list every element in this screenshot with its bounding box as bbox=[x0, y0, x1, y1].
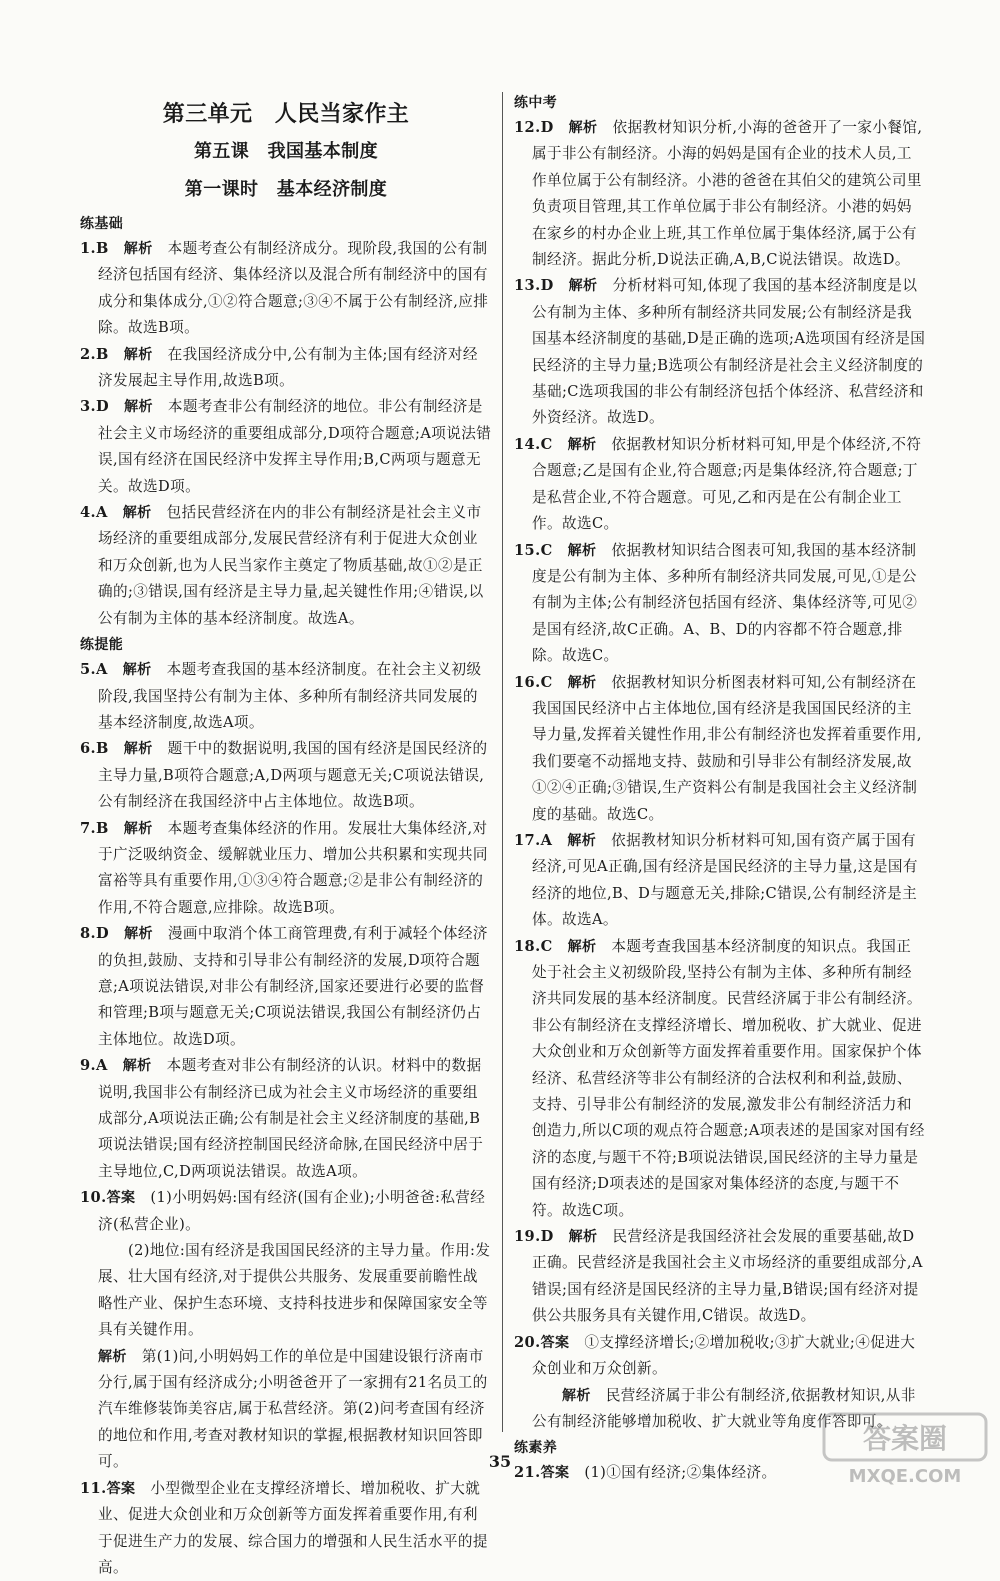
column-divider bbox=[502, 92, 503, 1432]
answer-item-21: 21.答案 (1)①国有经济;②集体经济。 bbox=[514, 1464, 777, 1482]
answer-item-12: 12.D 解析 依据教材知识分析,小海的爸爸开了一家小餐馆,属于非公有制经济。小海的妈妈是国有企业的技术人员,工作单位属于公有制经济。小港的爸爸在其伯父的建筑公司里负责项目管理,其工作单位属于非公有制经济。小港的妈妈在家乡的村办企业上班,其工作单位属于集体经济,属于公有制经济。据此分析,D说法正确,A,B,C说法错误。故选D。 bbox=[514, 119, 923, 269]
answer-item-4: 4.A 解析 包括民营经济在内的非公有制经济是社会主义市场经济的重要组成部分,发展民营经济有利于促进大众创业和万众创新,也为人民当家作主奠定了物质基础,故①②是正确的;③错误,国有经济是主导力量,起关键性作用;④错误,以公有制为主体的基本经济制度。故选A。 bbox=[80, 504, 484, 627]
left-column bbox=[80, 96, 492, 1581]
answer-item-19: 19.D 解析 民营经济是我国经济社会发展的重要基础,故D正确。民营经济是我国社会主义市场经济的重要组成部分,A错误;国有经济是国民经济的主导力量,B错误;国有经济对提供公共服务具有关键作用,C错误。故选D。 bbox=[514, 1228, 923, 1325]
answer-item-10: 10.答案 (1)小明妈妈:国有经济(国有企业);小明爸爸:私营经济(私营企业)。 bbox=[80, 1189, 486, 1233]
answer-item-2: 2.B 解析 在我国经济成分中,公有制为主体;国有经济对经济发展起主导作用,故选B项。 bbox=[80, 345, 478, 390]
lesson-title: 第五课 我国基本制度 bbox=[194, 141, 378, 162]
section-heading: 练素养 bbox=[514, 1440, 558, 1457]
watermark-logo-icon bbox=[820, 1408, 990, 1488]
answer-item-13: 13.D 解析 分析材料可知,体现了我国的基本经济制度是以公有制为主体、多种所有制经济共同发展;公有制经济是我国基本经济制度的基础,D是正确的选项;A选项国有经济是国民经济的主导力量;B选项公有制经济是社会主义经济制度的基础;C选项我国的非公有制经济包括个体经济、私营经济和外资经济。故选D。 bbox=[514, 277, 926, 427]
svg-text:答案圈: 答案圈 bbox=[862, 1422, 948, 1455]
svg-text:MXQE.COM: MXQE.COM bbox=[848, 1466, 962, 1487]
answer-item-10-part2: (2)地位:国有经济是我国国民经济的主导力量。作用:发展、壮大国有经济,对于提供公共服务、发展重要前瞻性战略性产业、保护生态环境、支持科技进步和保障国家安全等具有关键作用。 bbox=[98, 1242, 491, 1339]
page-number: 35 bbox=[488, 1452, 512, 1471]
answer-item-11: 11.答案 小型微型企业在支撑经济增长、增加税收、扩大就业、促进大众创业和万众创新等方面发挥着重要作用,有利于促进生产力的发展、综合国力的增强和人民生活水平的提高。 bbox=[80, 1479, 488, 1576]
answer-item-8: 8.D 解析 漫画中取消个体工商管理费,有利于减轻个体经济的负担,鼓励、支持和引导非公有制经济的发展,D项符合题意;A项说法错误,对非公有制经济,国家还要进行必要的监督和管理;B项与题意无关;C项说法错误,我国公有制经济仍占主体地位。故选D项。 bbox=[80, 925, 488, 1048]
answer-item-14: 14.C 解析 依据教材知识分析材料可知,甲是个体经济,不符合题意;乙是国有企业,符合题意;丙是集体经济,符合题意;丁是私营企业,不符合题意。可见,乙和丙是在公有制企业工作。故选C。 bbox=[514, 435, 922, 533]
section-heading: 练基础 bbox=[80, 216, 124, 232]
answer-item-17: 17.A 解析 依据教材知识分析材料可知,国有资产属于国有经济,可见A正确,国有经济是国民经济的主导力量,这是国有经济的地位,B、D与题意无关,排除;C错误,公有制经济是主体。故选A。 bbox=[514, 831, 918, 929]
answer-item-20-analysis: 解析 民营经济属于非公有制经济,依据教材知识,从非公有制经济能够增加税收、扩大就业等角度作答即可。 bbox=[532, 1386, 916, 1430]
answer-item-5: 5.A 解析 本题考查我国的基本经济制度。在社会主义初级阶段,我国坚持公有制为主体、多种所有制经济共同发展的基本经济制度,故选A项。 bbox=[80, 661, 482, 731]
answer-item-20: 20.答案 ①支撑经济增长;②增加税收;③扩大就业;④促进大众创业和万众创新。 bbox=[514, 1333, 916, 1378]
answer-item-1: 1.B 解析 本题考查公有制经济成分。现阶段,我国的公有制经济包括国有经济、集体经济以及混合所有制经济中的国有成分和集体成分,①②符合题意;③④不属于公有制经济,应排除。故选B项。 bbox=[80, 240, 489, 337]
answer-item-7: 7.B 解析 本题考查集体经济的作用。发展壮大集体经济,对于广泛吸纳资金、缓解就业压力、增加公共积累和实现共同富裕等具有重要作用,①③④符合题意;②是非公有制经济的作用,不符合题意,应排除。故选B项。 bbox=[80, 819, 488, 916]
section-heading: 练中考 bbox=[514, 95, 558, 111]
answer-item-15: 15.C 解析 依据教材知识结合图表可知,我国的基本经济制度是公有制为主体、多种所有制经济共同发展,可见,①是公有制为主体;公有制经济包括国有经济、集体经济等,可见②是国有经济,故C正确。A、B、D的内容都不符合题意,排除。故选C。 bbox=[514, 541, 918, 665]
period-title: 第一课时 基本经济制度 bbox=[184, 179, 388, 200]
section-heading: 练提能 bbox=[80, 637, 124, 654]
answer-item-6: 6.B 解析 题干中的数据说明,我国的国有经济是国民经济的主导力量,B项符合题意;A,D两项与题意无关;C项说法错误,公有制经济在我国经济中占主体地位。故选B项。 bbox=[80, 740, 488, 811]
answer-item-3: 3.D 解析 本题考查非公有制经济的地位。非公有制经济是社会主义市场经济的重要组成部分,D项符合题意;A项说法错误,国有经济在国民经济中发挥主导作用;B,C两项与题意无关。故选D项。 bbox=[80, 398, 492, 495]
answer-item-16: 16.C 解析 依据教材知识分析图表材料可知,公有制经济在我国国民经济中占主体地位,国有经济是我国国民经济的主导力量,发挥着关键性作用,非公有制经济也发挥着重要作用,我们要毫不动摇地支持、鼓励和引导非公有制经济发展,故①②④正确;③错误,生产资料公有制是我国社会主义经济制度的基础。故选C。 bbox=[514, 673, 922, 823]
answer-item-18: 18.C 解析 本题考查我国基本经济制度的知识点。我国正处于社会主义初级阶段,坚持公有制为主体、多种所有制经济共同发展的基本经济制度。民营经济属于非公有制经济。非公有制经济在支撑经济增长、增加税收、扩大就业、促进大众创业和万众创新等方面发挥着重要作用。国家保护个体经济、私营经济等非公有制经济的合法权利和利益,鼓励、支持、引导非公有制经济的发展,激发非公有制经济活力和创造力,所以C项的观点符合题意;A项表述的是国家对国有经济的态度,与题干不符;B项说法错误,国民经济的主导力量是国有经济;D项表述的是国家对集体经济的态度,与题干不符。故选C项。 bbox=[514, 937, 925, 1219]
unit-title: 第三单元 人民当家作主 bbox=[162, 102, 410, 127]
right-column bbox=[514, 90, 926, 1487]
answer-item-10-analysis: 解析 第(1)问,小明妈妈工作的单位是中国建设银行济南市分行,属于国有经济成分;小明爸爸开了一家拥有21名员工的汽车维修装饰美容店,属于私营经济。第(2)问考查国有经济的地位和作用,考查对教材知识的掌握,根据教材知识回答即可。 bbox=[98, 1347, 488, 1471]
answer-item-9: 9.A 解析 本题考查对非公有制经济的认识。材料中的数据说明,我国非公有制经济已成为社会主义市场经济的重要组成部分,A项说法正确;公有制是社会主义经济制度的基础,B项说法错误;国有经济控制国民经济命脉,在国民经济中居于主导地位,C,D两项说法错误。故选A项。 bbox=[80, 1057, 484, 1180]
